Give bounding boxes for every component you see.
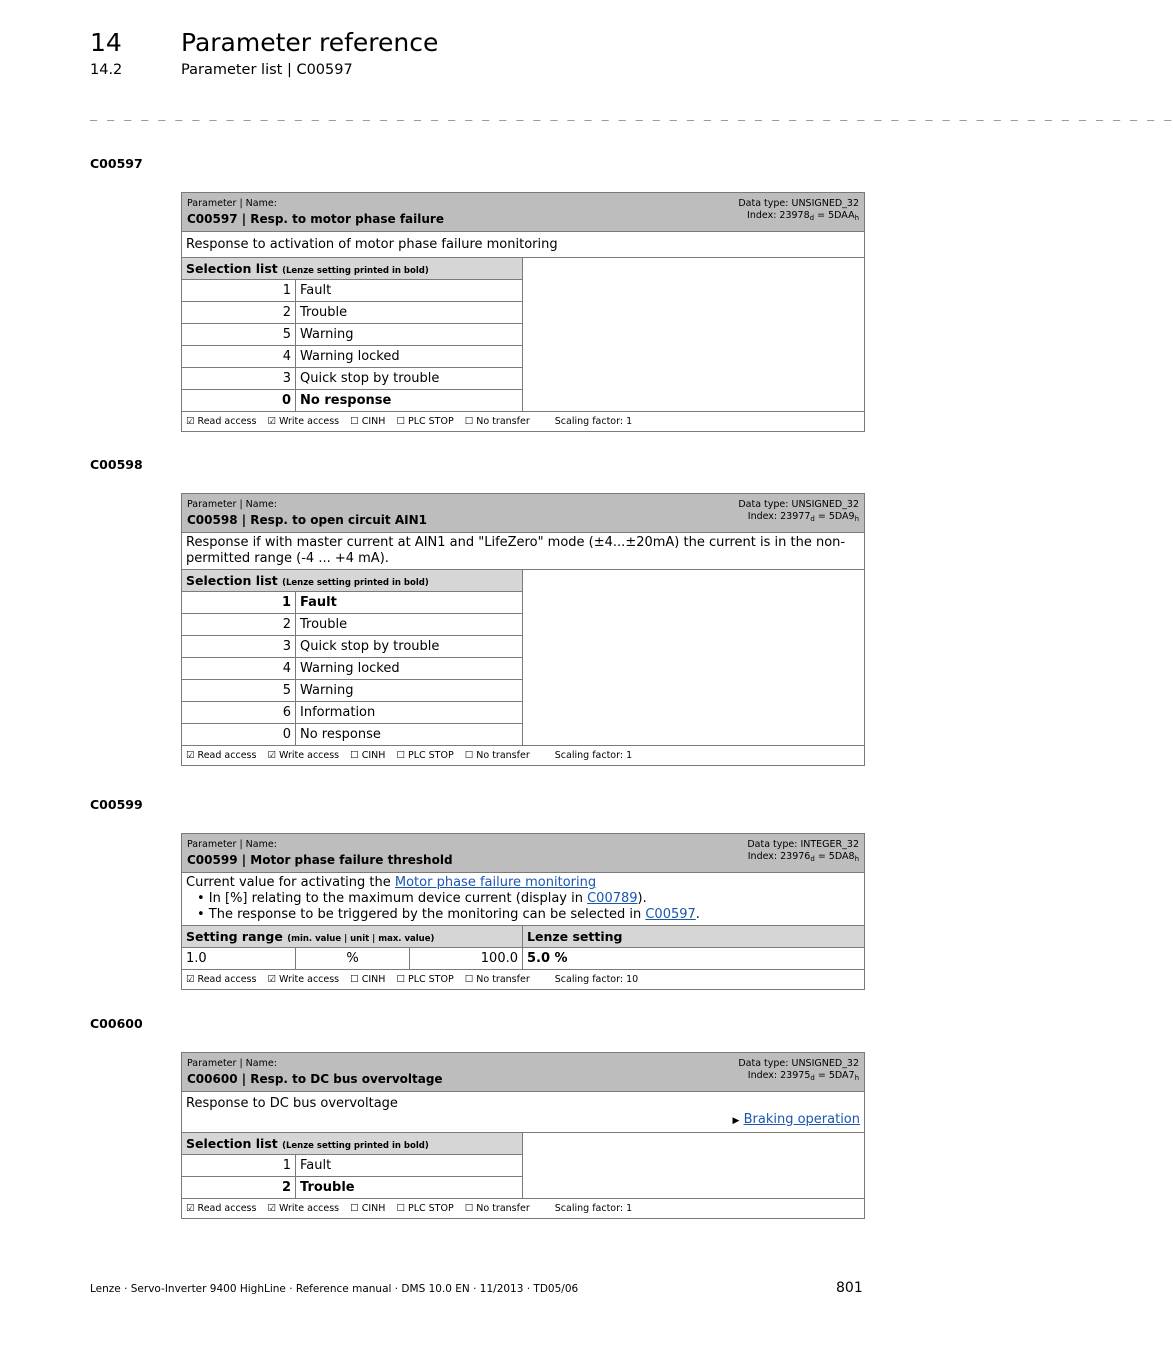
option-value: 2: [182, 614, 296, 636]
param-title: C00600 | Resp. to DC bus overvoltage: [187, 1072, 443, 1086]
option-label: Quick stop by trouble: [296, 636, 523, 658]
plc-stop-checkbox: ☐ PLC STOP: [396, 974, 454, 985]
option-label-default: Trouble: [296, 1177, 523, 1199]
param-name-label: Parameter | Name:: [187, 499, 277, 510]
blank-cell: [523, 258, 865, 412]
option-value: 4: [182, 346, 296, 368]
param-header: [182, 494, 865, 533]
range-max: 100.0: [410, 948, 523, 970]
page-number: 801: [836, 1280, 863, 1296]
no-transfer-checkbox: ☐ No transfer: [464, 416, 530, 427]
write-access-checkbox: ☑ Write access: [267, 1203, 340, 1214]
param-header: [182, 193, 865, 232]
range-unit: %: [296, 948, 410, 970]
param-name-label: Parameter | Name:: [187, 198, 277, 209]
section-number: 14.2: [90, 62, 123, 78]
option-value-default: 1: [182, 592, 296, 614]
option-label: Trouble: [296, 614, 523, 636]
data-type: Data type: INTEGER_32: [747, 839, 859, 850]
access-footer: [182, 412, 865, 432]
read-access-checkbox: ☑ Read access: [186, 974, 257, 985]
param-description: Response if with master current at AIN1 and "LifeZero" mode (±4...±20mA) the current is in the non-permitted range (-4 ... +4 mA).: [182, 533, 865, 570]
option-label: Trouble: [296, 302, 523, 324]
option-label: Warning locked: [296, 346, 523, 368]
option-label: Warning: [296, 680, 523, 702]
param-label-c00598: C00598: [90, 457, 143, 472]
param-title: C00598 | Resp. to open circuit AIN1: [187, 513, 427, 527]
param-description: Response to DC bus overvoltage ▶ Braking operation: [182, 1092, 865, 1133]
param-table-c00597: [181, 192, 865, 432]
setting-range-header: Setting range (min. value | unit | max. value): [182, 926, 523, 948]
chapter-title: Parameter reference: [181, 28, 439, 57]
scaling-factor: Scaling factor: 1: [554, 1203, 633, 1214]
option-label: Fault: [296, 1155, 523, 1177]
cinh-checkbox: ☐ CINH: [350, 750, 386, 761]
option-label: Warning: [296, 324, 523, 346]
option-label: Quick stop by trouble: [296, 368, 523, 390]
scaling-factor: Scaling factor: 1: [554, 416, 633, 427]
option-label: Warning locked: [296, 658, 523, 680]
param-title: C00597 | Resp. to motor phase failure: [187, 212, 444, 226]
motor-phase-failure-link[interactable]: Motor phase failure monitoring: [394, 875, 597, 890]
read-access-checkbox: ☑ Read access: [186, 750, 257, 761]
param-index: Index: $23976_d = 5DA8_h$: [747, 851, 859, 863]
lenze-setting-value: 5.0 %: [523, 948, 865, 970]
option-value: 3: [182, 368, 296, 390]
selection-list-header: Selection list (Lenze setting printed in bold): [182, 1133, 523, 1155]
access-footer: [182, 746, 865, 766]
option-value: 1: [182, 280, 296, 302]
option-value: 6: [182, 702, 296, 724]
option-label-default: No response: [296, 390, 523, 412]
read-access-checkbox: ☑ Read access: [186, 1203, 257, 1214]
param-label-c00600: C00600: [90, 1016, 143, 1031]
option-value: 5: [182, 680, 296, 702]
cinh-checkbox: ☐ CINH: [350, 1203, 386, 1214]
param-name-label: Parameter | Name:: [187, 839, 277, 850]
option-label: No response: [296, 724, 523, 746]
option-value: 2: [182, 302, 296, 324]
option-label: Fault: [296, 280, 523, 302]
option-label-default: Fault: [296, 592, 523, 614]
param-index: Index: $23975_d = 5DA7_h$: [747, 1070, 860, 1082]
blank-cell: [523, 570, 865, 746]
data-type: Data type: UNSIGNED_32: [738, 1058, 860, 1069]
cinh-checkbox: ☐ CINH: [350, 974, 386, 985]
option-value: 0: [182, 724, 296, 746]
option-label: Information: [296, 702, 523, 724]
plc-stop-checkbox: ☐ PLC STOP: [396, 750, 454, 761]
write-access-checkbox: ☑ Write access: [267, 416, 340, 427]
param-description: Response to activation of motor phase failure monitoring: [182, 232, 865, 258]
option-value: 3: [182, 636, 296, 658]
no-transfer-checkbox: ☐ No transfer: [464, 750, 530, 761]
plc-stop-checkbox: ☐ PLC STOP: [396, 416, 454, 427]
option-value-default: 2: [182, 1177, 296, 1199]
selection-list-header: Selection list (Lenze setting printed in bold): [182, 570, 523, 592]
option-value-default: 0: [182, 390, 296, 412]
no-transfer-checkbox: ☐ No transfer: [464, 974, 530, 985]
selection-list-header: Selection list (Lenze setting printed in bold): [182, 258, 523, 280]
param-header: [182, 834, 865, 873]
scaling-factor: Scaling factor: 10: [554, 974, 639, 985]
footer-text: Lenze · Servo-Inverter 9400 HighLine · Reference manual · DMS 10.0 EN · 11/2013 · TD05/06: [90, 1283, 579, 1295]
cinh-checkbox: ☐ CINH: [350, 416, 386, 427]
scaling-factor: Scaling factor: 1: [554, 750, 633, 761]
write-access-checkbox: ☑ Write access: [267, 750, 340, 761]
param-table-c00599: [181, 833, 865, 990]
access-footer: [182, 1199, 865, 1219]
blank-cell: [523, 1133, 865, 1199]
param-description: Current value for activating the Motor phase failure monitoring • In [%] relating to the maximum device current (display in C00789). • The response to be triggered by the monitoring can be selected in C00597.: [182, 873, 865, 926]
header-separator: _ _ _ _ _ _ _ _ _ _ _ _ _ _ _ _ _ _ _ _ _ _ _ _ _ _ _ _ _ _ _ _ _ _ _ _ _ _ _ _ _ _ _ _ _ _ _ _ _ _ _ _ _ _ _ _ _ _ _ _ _ _ _ _: [90, 107, 1173, 121]
access-footer: [182, 970, 865, 990]
c00789-link[interactable]: C00789: [587, 891, 638, 906]
param-label-c00597: C00597: [90, 156, 143, 171]
param-index: Index: $23978_d = 5DAA_h$: [747, 210, 860, 222]
read-access-checkbox: ☑ Read access: [186, 416, 257, 427]
c00597-link[interactable]: C00597: [645, 907, 696, 922]
no-transfer-checkbox: ☐ No transfer: [464, 1203, 530, 1214]
param-table-c00598: [181, 493, 865, 766]
param-index: Index: $23977_d = 5DA9_h$: [747, 511, 860, 523]
write-access-checkbox: ☑ Write access: [267, 974, 340, 985]
option-value: 4: [182, 658, 296, 680]
param-header: [182, 1053, 865, 1092]
param-table-c00600: [181, 1052, 865, 1219]
data-type: Data type: UNSIGNED_32: [738, 499, 860, 510]
plc-stop-checkbox: ☐ PLC STOP: [396, 1203, 454, 1214]
option-value: 1: [182, 1155, 296, 1177]
arrow-right-icon: ▶: [732, 1115, 740, 1126]
braking-operation-link[interactable]: Braking operation: [743, 1111, 861, 1127]
param-title: C00599 | Motor phase failure threshold: [187, 853, 453, 867]
option-value: 5: [182, 324, 296, 346]
param-label-c00599: C00599: [90, 797, 143, 812]
lenze-setting-header: Lenze setting: [523, 926, 865, 948]
range-min: 1.0: [182, 948, 296, 970]
data-type: Data type: UNSIGNED_32: [738, 198, 860, 209]
section-title: Parameter list | C00597: [181, 62, 353, 78]
param-name-label: Parameter | Name:: [187, 1058, 277, 1069]
chapter-number: 14: [90, 28, 122, 57]
